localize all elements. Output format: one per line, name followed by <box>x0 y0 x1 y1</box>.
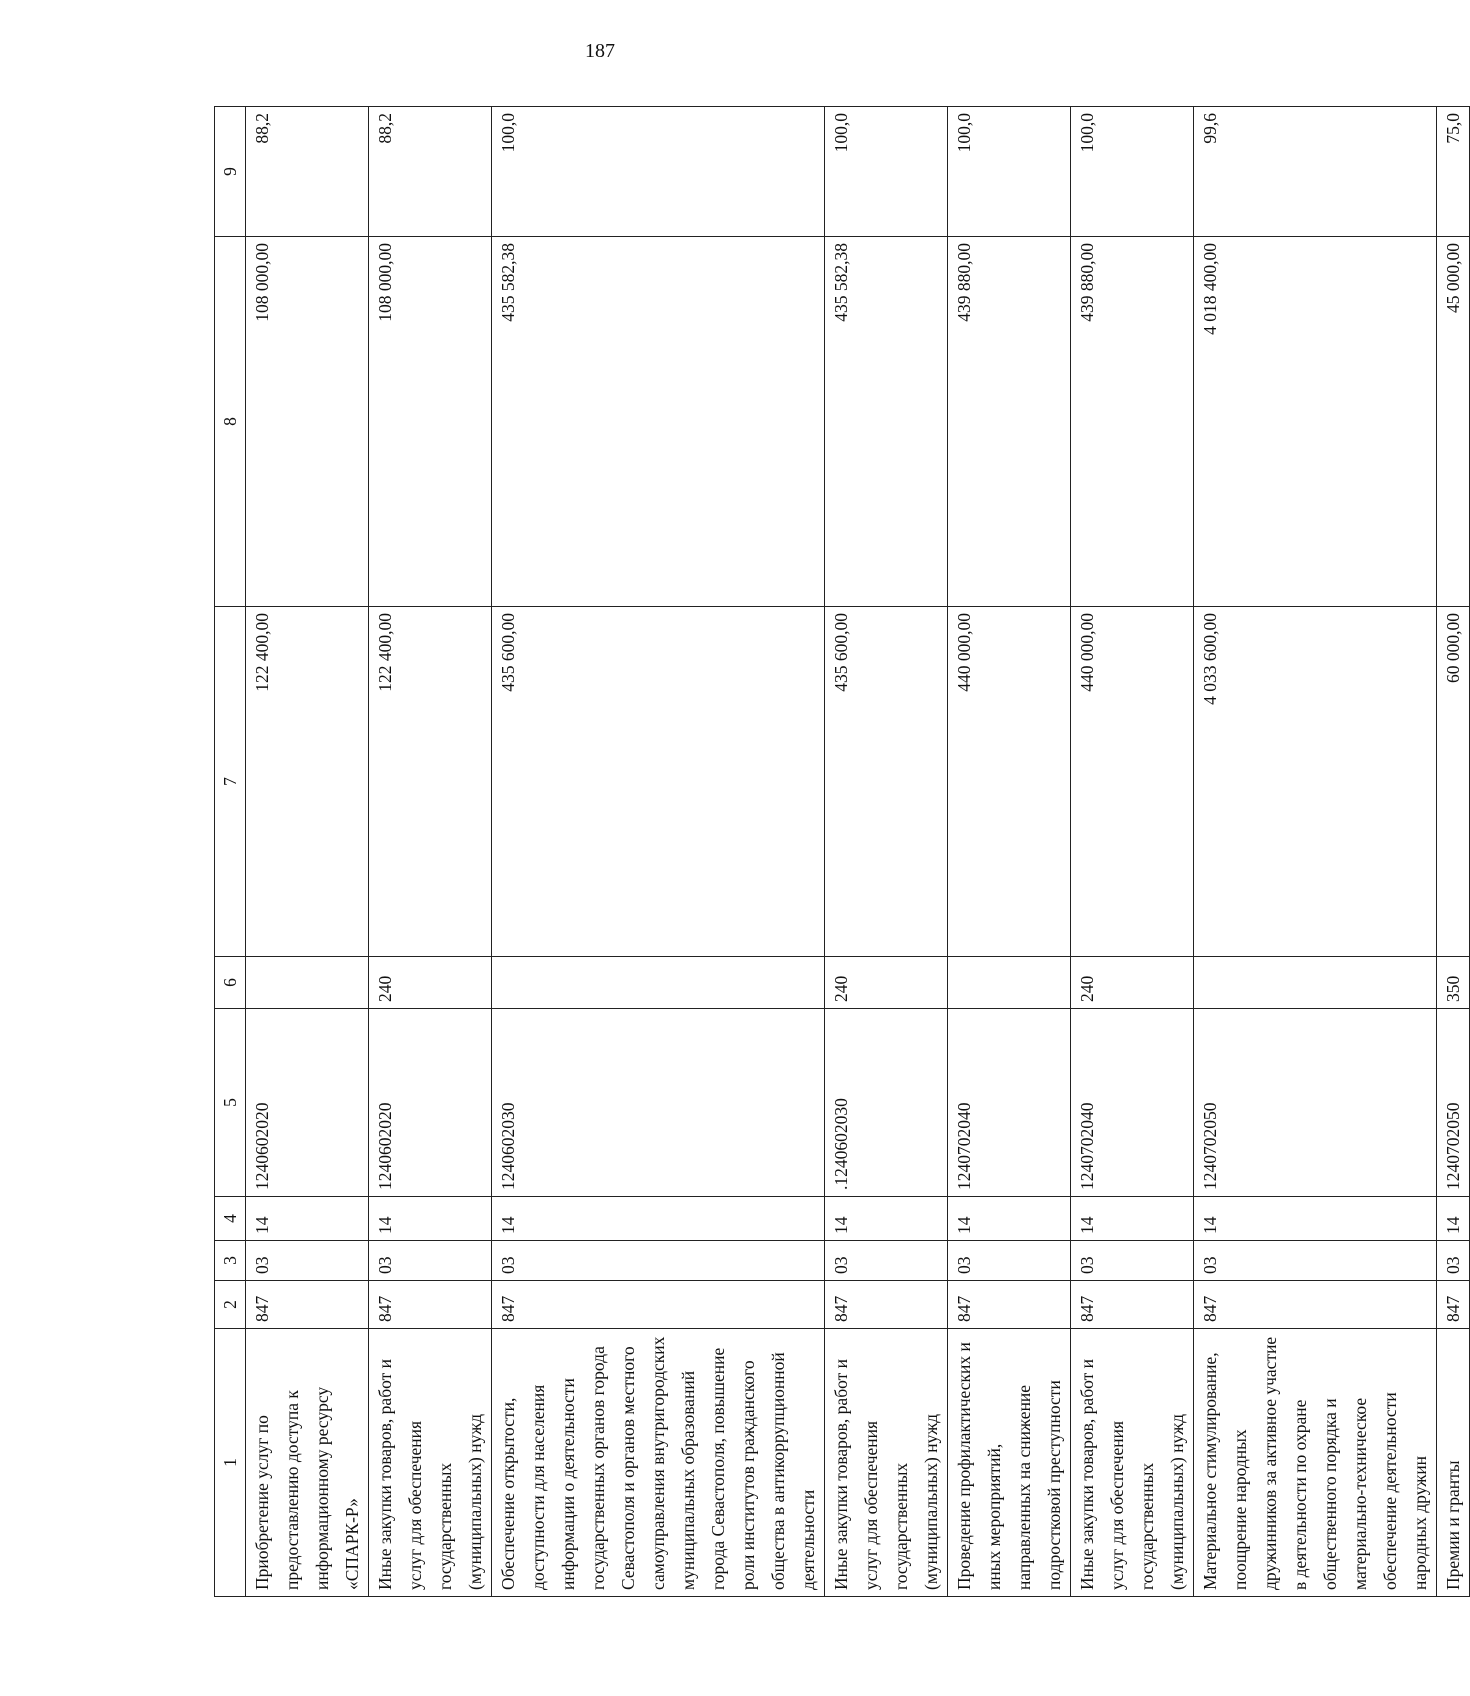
cell-col4: 14 <box>825 1197 948 1241</box>
header-row <box>215 107 246 1597</box>
header-cell: 4 <box>215 1197 246 1241</box>
cell-col7: 440 000,00 <box>1071 607 1194 957</box>
header-cell: 2 <box>215 1281 246 1329</box>
cell-col2: 847 <box>369 1281 492 1329</box>
header-cell: 1 <box>215 1329 246 1597</box>
cell-col6: 240 <box>825 957 948 1009</box>
cell-col9: 100,0 <box>1071 107 1194 237</box>
cell-col2: 847 <box>492 1281 825 1329</box>
cell-col3: 03 <box>369 1241 492 1281</box>
cell-col8: 435 582,38 <box>492 237 825 607</box>
header-cell: 6 <box>215 957 246 1009</box>
cell-col6: 240 <box>1071 957 1194 1009</box>
cell-col4: 14 <box>1071 1197 1194 1241</box>
header-cell: 7 <box>215 607 246 957</box>
cell-col6 <box>948 957 1071 1009</box>
cell-col5: 1240602030 <box>492 1009 825 1197</box>
cell-col6: 350 <box>1437 957 1470 1009</box>
cell-col9: 100,0 <box>492 107 825 237</box>
cell-col3: 03 <box>246 1241 369 1281</box>
cell-col2: 847 <box>1071 1281 1194 1329</box>
cell-col7: 4 033 600,00 <box>1194 607 1437 957</box>
row-name: Иные закупки товаров, работ и услуг для обеспечения государственных (муниципальных) нужд <box>1071 1329 1194 1597</box>
header-cell: 9 <box>215 107 246 237</box>
cell-col8: 4 018 400,00 <box>1194 237 1437 607</box>
cell-col9: 100,0 <box>948 107 1071 237</box>
cell-col2: 847 <box>1437 1281 1470 1329</box>
row-name: Премии и гранты <box>1437 1329 1470 1597</box>
cell-col8: 439 880,00 <box>1071 237 1194 607</box>
cell-col9: 100,0 <box>825 107 948 237</box>
cell-col2: 847 <box>1194 1281 1437 1329</box>
cell-col3: 03 <box>492 1241 825 1281</box>
cell-col5: 1240602020 <box>246 1009 369 1197</box>
cell-col8: 435 582,38 <box>825 237 948 607</box>
page-number: 187 <box>585 40 615 62</box>
header-cell: 5 <box>215 1009 246 1197</box>
cell-col4: 14 <box>492 1197 825 1241</box>
cell-col7: 122 400,00 <box>246 607 369 957</box>
row-name: Обеспечение открытости, доступности для населения информации о деятельности государственных органов города Севастополя и органов местного самоуправления внутригородских муниципальных образований города Севастополя, повышение роли институтов гражданского общества в антикоррупционной деятельности <box>492 1329 825 1597</box>
cell-col6 <box>492 957 825 1009</box>
cell-col4: 14 <box>246 1197 369 1241</box>
table-row <box>1194 107 1437 1597</box>
cell-col5: 1240702040 <box>1071 1009 1194 1197</box>
row-name: Иные закупки товаров, работ и услуг для обеспечения государственных (муниципальных) нужд <box>369 1329 492 1597</box>
cell-col8: 439 880,00 <box>948 237 1071 607</box>
cell-col4: 14 <box>369 1197 492 1241</box>
cell-col7: 440 000,00 <box>948 607 1071 957</box>
header-cell: 8 <box>215 237 246 607</box>
cell-col4: 14 <box>1437 1197 1470 1241</box>
cell-col8: 108 000,00 <box>369 237 492 607</box>
table-row <box>1437 107 1470 1597</box>
cell-col5: 1240702050 <box>1437 1009 1470 1197</box>
cell-col7: 435 600,00 <box>825 607 948 957</box>
cell-col9: 75,0 <box>1437 107 1470 237</box>
cell-col3: 03 <box>1194 1241 1437 1281</box>
table-row <box>492 107 825 1597</box>
table-row <box>246 107 369 1597</box>
cell-col7: 435 600,00 <box>492 607 825 957</box>
cell-col2: 847 <box>825 1281 948 1329</box>
cell-col5: 1240702050 <box>1194 1009 1437 1197</box>
cell-col4: 14 <box>1194 1197 1437 1241</box>
cell-col7: 122 400,00 <box>369 607 492 957</box>
table-row <box>825 107 948 1597</box>
table-row <box>369 107 492 1597</box>
cell-col6 <box>246 957 369 1009</box>
cell-col5: .1240602030 <box>825 1009 948 1197</box>
cell-col2: 847 <box>246 1281 369 1329</box>
cell-col5: 1240602020 <box>369 1009 492 1197</box>
cell-col3: 03 <box>1437 1241 1470 1281</box>
cell-col8: 45 000,00 <box>1437 237 1470 607</box>
cell-col3: 03 <box>1071 1241 1194 1281</box>
cell-col3: 03 <box>948 1241 1071 1281</box>
table-row <box>948 107 1071 1597</box>
row-name: Проведение профилактических и иных мероприятий, направленных на снижение подростковой преступности <box>948 1329 1071 1597</box>
row-name: Материальное стимулирование, поощрение народных дружинников за активное участие в деятельности по охране общественного порядка и материально-техническое обеспечение деятельности народных дружин <box>1194 1329 1437 1597</box>
row-name: Иные закупки товаров, работ и услуг для обеспечения государственных (муниципальных) нужд <box>825 1329 948 1597</box>
cell-col9: 88,2 <box>369 107 492 237</box>
cell-col2: 847 <box>948 1281 1071 1329</box>
rotated-table-wrapper <box>214 107 1463 1597</box>
cell-col8: 108 000,00 <box>246 237 369 607</box>
budget-table <box>214 106 1470 1597</box>
row-name: Приобретение услуг по предоставлению доступа к информационному ресурсу «СПАРК-Р» <box>246 1329 369 1597</box>
cell-col6: 240 <box>369 957 492 1009</box>
cell-col9: 88,2 <box>246 107 369 237</box>
header-cell: 3 <box>215 1241 246 1281</box>
cell-col5: 1240702040 <box>948 1009 1071 1197</box>
cell-col9: 99,6 <box>1194 107 1437 237</box>
cell-col6 <box>1194 957 1437 1009</box>
cell-col3: 03 <box>825 1241 948 1281</box>
cell-col4: 14 <box>948 1197 1071 1241</box>
cell-col7: 60 000,00 <box>1437 607 1470 957</box>
table-row <box>1071 107 1194 1597</box>
